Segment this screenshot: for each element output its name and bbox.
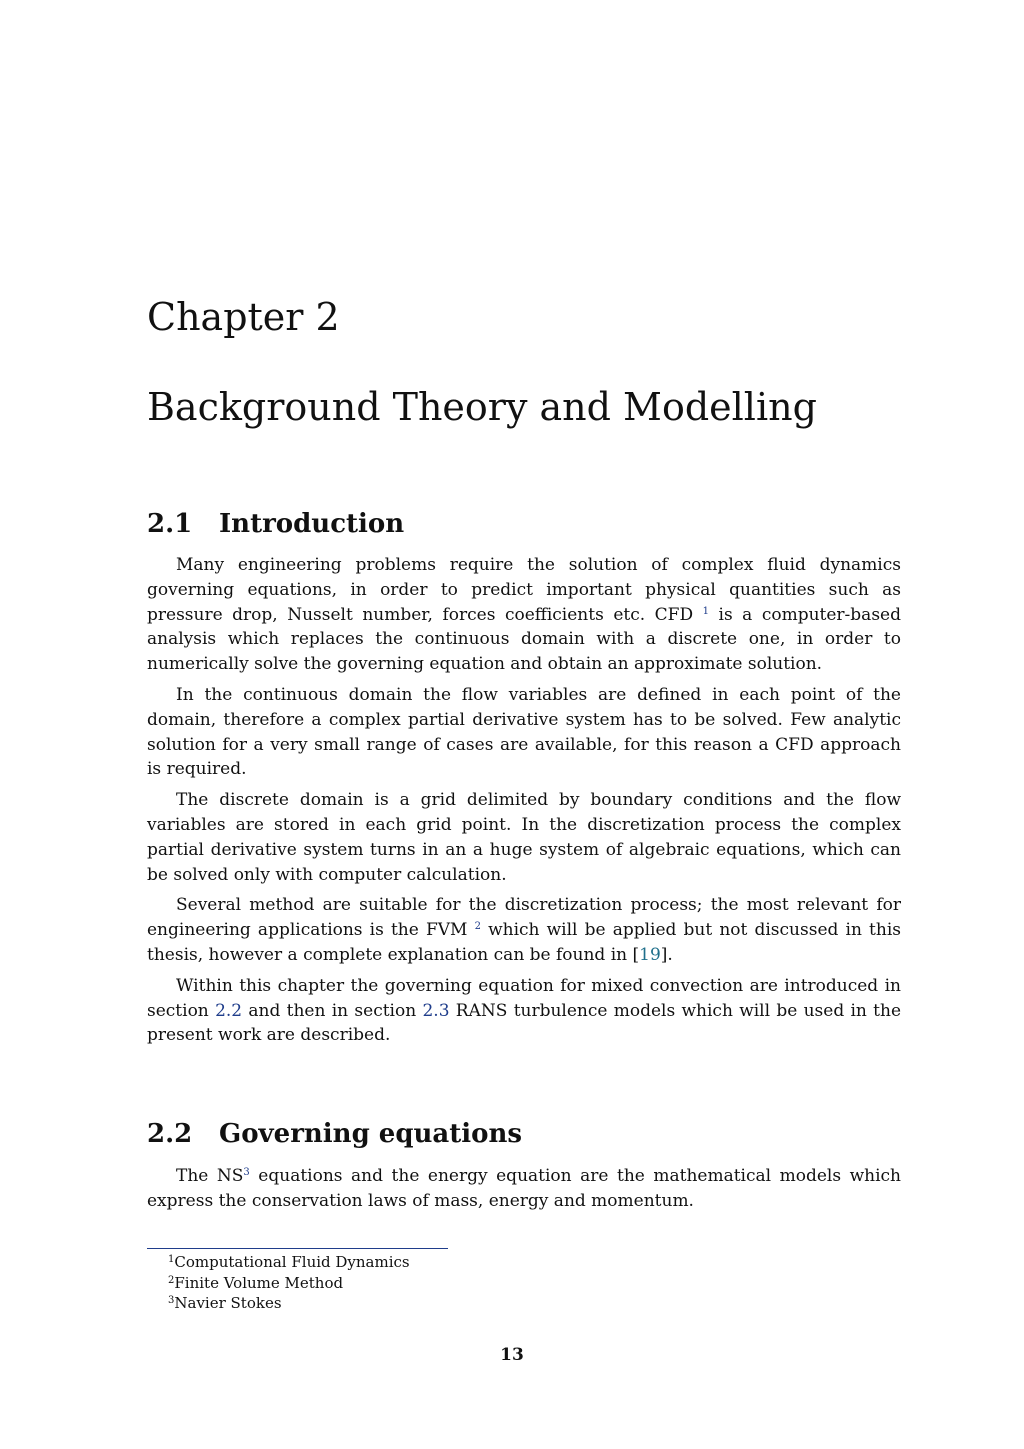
footnote-text: Finite Volume Method: [174, 1273, 344, 1292]
footnote-divider: [147, 1248, 448, 1249]
governing-equations-body: [147, 1164, 901, 1214]
section-number: 2.2: [147, 1118, 193, 1149]
footnote-mark[interactable]: 3: [243, 1167, 250, 1178]
footnote-number: 3: [168, 1295, 175, 1307]
text-run: is a computer-based analysis which replaces the continuous domain with a discrete one, in order to numerically solve the governing equation and obtain an approximate solution.: [147, 604, 901, 675]
chapter-title: Background Theory and Modelling: [147, 385, 817, 430]
text-run: Several method are suitable for the discretization process; the most relevant for engineering applications is the FVM: [147, 895, 901, 941]
text-run: RANS turbulence models which will be used in the present work are described.: [147, 1000, 902, 1046]
text-run: Within this chapter the governing equation for mixed convection are introduced in section: [147, 975, 901, 1021]
page-number: 13: [500, 1345, 524, 1365]
paragraph: [147, 1164, 901, 1214]
section-number: 2.1: [147, 508, 193, 539]
footnote-number: 2: [168, 1274, 175, 1286]
footnote-text: Navier Stokes: [174, 1294, 282, 1313]
text-run: The NS: [176, 1166, 244, 1186]
footnote: [168, 1273, 410, 1294]
paragraph: In the continuous domain the flow variables are defined in each point of the domain, therefore a complex partial derivative system has to be solved. Few analytic solution for a very small range of cases are available, for this reason a CFD approach is required.: [147, 684, 901, 780]
text-run: ].: [660, 944, 673, 965]
paragraph: [147, 553, 901, 677]
paragraph: The discrete domain is a grid delimited by boundary conditions and the flow variables are stored in each grid point. In the discretization process the complex partial derivative system turns in an a huge system of algebraic equations, which can be solved only with computer calculation.: [147, 790, 901, 885]
section-heading-governing-equations: [147, 1119, 522, 1150]
footnote: [168, 1252, 410, 1273]
paragraph: [147, 974, 901, 1048]
text-run: which will be applied but not discussed in this thesis, however a complete explanation can be found in [: [147, 920, 901, 965]
section-title: Governing equations: [219, 1118, 523, 1149]
text-run: equations and the energy equation are the mathematical models which express the conservation laws of mass, energy and momentum.: [147, 1166, 901, 1211]
paragraph: [147, 893, 901, 967]
footnotes: [168, 1252, 410, 1314]
footnote-number: 1: [168, 1254, 175, 1265]
section-link[interactable]: 2.2: [215, 1000, 243, 1021]
citation-link[interactable]: 19: [639, 944, 661, 965]
footnote-text: Computational Fluid Dynamics: [174, 1253, 410, 1271]
footnote: [168, 1293, 410, 1314]
text-run: Many engineering problems require the solution of complex fluid dynamics governing equations, in order to predict important physical quantities such as pressure drop, Nusselt number, forces coefficients etc. CFD: [147, 555, 901, 625]
footnote-mark[interactable]: 1: [702, 605, 709, 617]
footnote-mark[interactable]: 2: [474, 921, 481, 933]
introduction-body: [147, 553, 901, 1054]
chapter-label: Chapter 2: [147, 295, 340, 340]
section-heading-introduction: [147, 509, 404, 540]
section-title: Introduction: [219, 508, 405, 539]
section-link[interactable]: 2.3: [422, 1000, 450, 1021]
text-run: and then in section: [242, 1000, 423, 1021]
